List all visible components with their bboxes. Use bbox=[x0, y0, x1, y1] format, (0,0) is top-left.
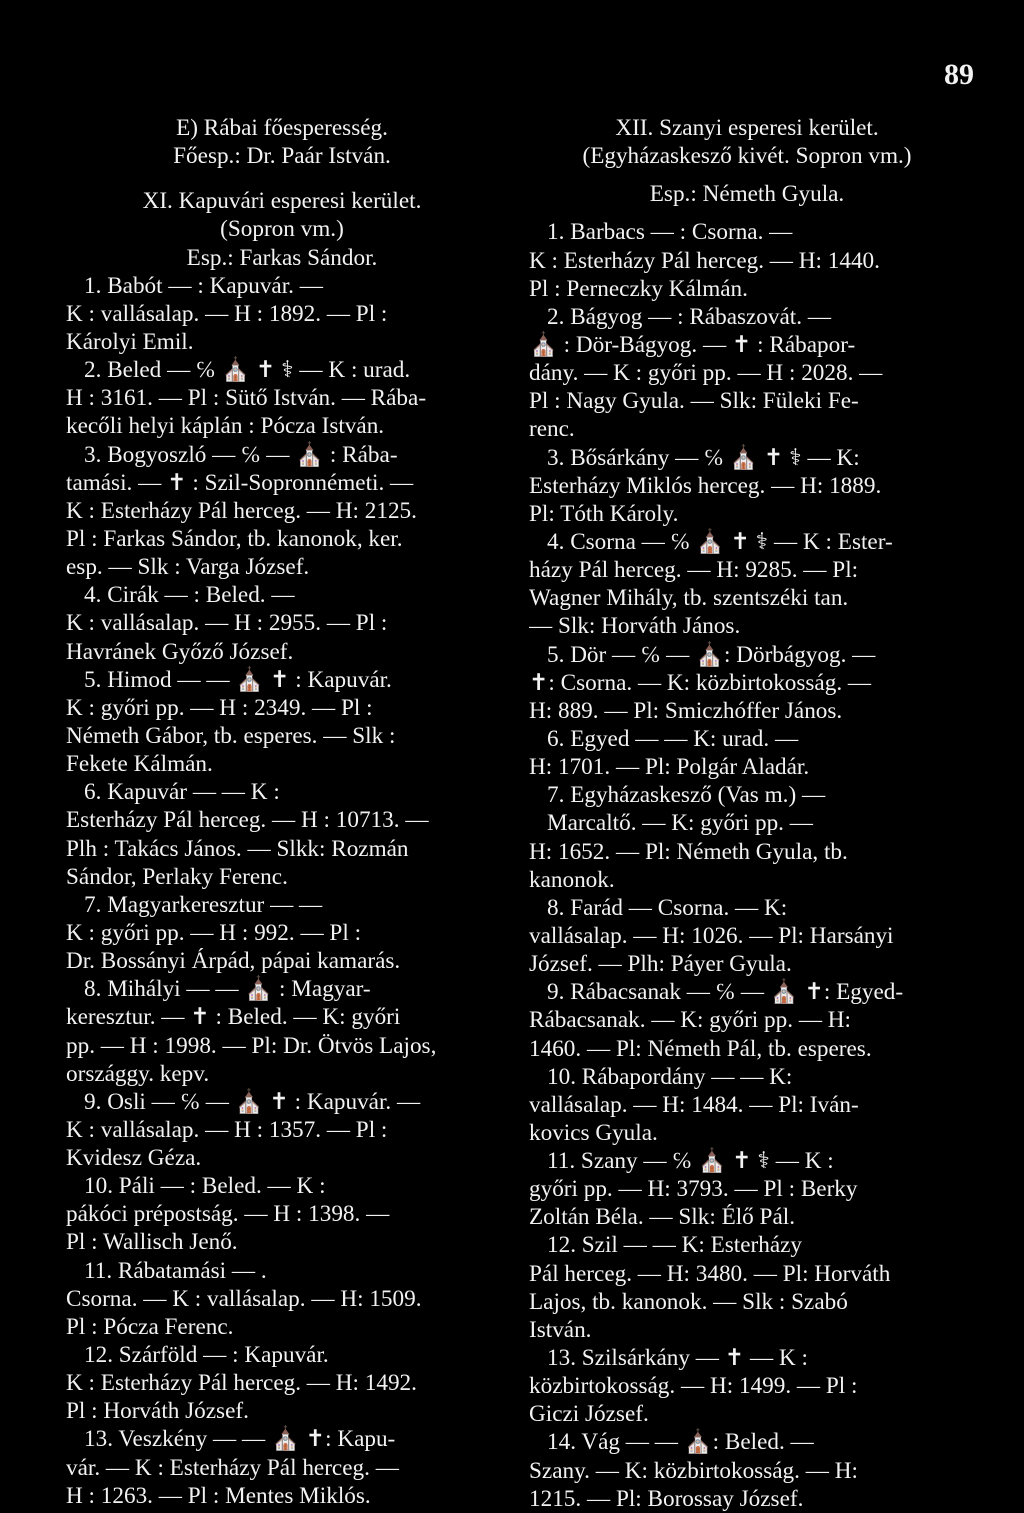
left-column-line: 10. Páli — : Beled. — K : bbox=[84, 1173, 326, 1200]
right-column-line: Giczi József. bbox=[529, 1401, 649, 1428]
left-column-line: Plh : Takács János. — Slkk: Rozmán bbox=[66, 835, 409, 862]
left-column-line: 3. Bogyoszló — ℅ — ⛪ : Rába- bbox=[84, 441, 398, 468]
right-column-line: ✝: Csorna. — K: közbirtokosság. — bbox=[529, 669, 872, 696]
left-column-line: 2. Beled — ℅ ⛪ ✝ ⚕ — K : urad. bbox=[84, 357, 411, 384]
left-column-line: 8. Mihályi — — ⛪ : Magyar- bbox=[84, 976, 371, 1003]
right-column-line: Pál herceg. — H: 3480. — Pl: Horváth bbox=[529, 1260, 891, 1287]
left-column-line: K : vallásalap. — H : 2955. — Pl : bbox=[66, 610, 388, 637]
right-column-line: (Egyházaskesző kivét. Sopron vm.) bbox=[582, 143, 912, 170]
left-column-line: H : 3161. — Pl : Sütő István. — Rába- bbox=[66, 385, 427, 412]
left-column-line: 7. Magyarkeresztur — — bbox=[84, 891, 323, 918]
right-column-line: 13. Szilsárkány — ✝ — K : bbox=[547, 1345, 808, 1372]
left-column-line: K : győri pp. — H : 2349. — Pl : bbox=[66, 694, 373, 721]
left-column-line: Fekete Kálmán. bbox=[66, 751, 213, 778]
right-column-line: H: 1652. — Pl: Németh Gyula, tb. bbox=[529, 838, 848, 865]
left-column-line: 5. Himod — — ⛪ ✝ : Kapuvár. bbox=[84, 666, 392, 693]
left-column-line: 12. Szárföld — : Kapuvár. bbox=[84, 1342, 329, 1369]
right-column-line: Zoltán Béla. — Slk: Élő Pál. bbox=[529, 1204, 795, 1231]
right-column-line: H: 1701. — Pl: Polgár Aladár. bbox=[529, 754, 810, 781]
right-column bbox=[529, 114, 965, 1513]
left-column-line: 1. Babót — : Kapuvár. — bbox=[84, 272, 323, 299]
right-column-line: Szany. — K: közbirtokosság. — H: bbox=[529, 1457, 858, 1484]
left-column-line: 6. Kapuvár — — K : bbox=[84, 779, 280, 806]
left-column-line: Pl : Wallisch Jenő. bbox=[66, 1229, 238, 1256]
left-column-line: keresztur. — ✝ : Beled. — K: győri bbox=[66, 1004, 401, 1031]
left-column-line: (Sopron vm.) bbox=[220, 216, 344, 243]
left-column-line: Esterházy Pál herceg. — H : 10713. — bbox=[66, 807, 429, 834]
right-column-line: dány. — K : győri pp. — H : 2028. — bbox=[529, 360, 883, 387]
right-column-line: 12. Szil — — K: Esterházy bbox=[547, 1232, 803, 1259]
left-column-line: Németh Gábor, tb. esperes. — Slk : bbox=[66, 722, 396, 749]
right-column-line: 11. Szany — ℅ ⛪ ✝ ⚕ — K : bbox=[547, 1148, 834, 1175]
left-column-line: K : vallásalap. — H : 1892. — Pl : bbox=[66, 300, 388, 327]
right-column-line: Pl : Perneczky Kálmán. bbox=[529, 275, 748, 302]
left-column-line: Sándor, Perlaky Ferenc. bbox=[66, 863, 288, 890]
left-column-line: 9. Osli — ℅ — ⛪ ✝ : Kapuvár. — bbox=[84, 1088, 421, 1115]
left-column-line: Pl : Pócza Ferenc. bbox=[66, 1313, 234, 1340]
right-column-line: renc. bbox=[529, 416, 575, 443]
right-column-spacer bbox=[529, 170, 965, 180]
left-column-line: pákóci prépostság. — H : 1398. — bbox=[66, 1201, 390, 1228]
right-column-line: 3. Bősárkány — ℅ ⛪ ✝ ⚕ — K: bbox=[547, 444, 860, 471]
left-column-line: XI. Kapuvári esperesi kerület. bbox=[142, 188, 422, 215]
left-column-line: 13. Veszkény — — ⛪ ✝: Kapu- bbox=[84, 1426, 396, 1453]
right-column-line: — Slk: Horváth János. bbox=[529, 613, 741, 640]
right-column-line: 1. Barbacs — : Csorna. — bbox=[547, 219, 793, 246]
right-column-line: 8. Farád — Csorna. — K: bbox=[547, 894, 788, 921]
left-column-line: E) Rábai főesperesség. bbox=[176, 115, 388, 141]
right-column-line: ⛪ : Dör-Bágyog. — ✝ : Rábapor- bbox=[529, 331, 856, 358]
page-number: 89 bbox=[944, 58, 974, 91]
right-column-line: 10. Rábapordány — — K: bbox=[547, 1063, 793, 1090]
right-column-line: XII. Szanyi esperesi kerület. bbox=[615, 115, 879, 141]
right-column-line: házy Pál herceg. — H: 9285. — Pl: bbox=[529, 557, 859, 584]
right-column-line: Marcaltő. — K: győri pp. — bbox=[547, 810, 813, 837]
left-column-line: Károlyi Emil. bbox=[66, 328, 194, 355]
right-column-line: 1215. — Pl: Borossay József. bbox=[529, 1485, 804, 1512]
right-column-line: Pl: Tóth Károly. bbox=[529, 500, 679, 527]
left-column-line: Dr. Bossányi Árpád, pápai kamarás. bbox=[66, 948, 401, 975]
left-column-line: kecőli helyi káplán : Pócza István. bbox=[66, 413, 385, 440]
right-column-line: 5. Dör — ℅ — ⛪: Dörbágyog. — bbox=[547, 641, 876, 668]
left-column-line: pp. — H : 1998. — Pl: Dr. Ötvös Lajos, bbox=[66, 1032, 437, 1059]
right-column-spacer bbox=[529, 208, 965, 218]
right-column-line: Esp.: Németh Gyula. bbox=[649, 181, 845, 208]
left-column-line: tamási. — ✝ : Szil-Sopronnémeti. — bbox=[66, 469, 414, 496]
left-column-line: Pl : Farkas Sándor, tb. kanonok, ker. bbox=[66, 525, 403, 552]
right-column-line: 4. Csorna — ℅ ⛪ ✝ ⚕ — K : Ester- bbox=[547, 528, 893, 555]
left-column-line: K : győri pp. — H : 992. — Pl : bbox=[66, 919, 362, 946]
right-column-line: 14. Vág — — ⛪: Beled. — bbox=[547, 1429, 814, 1456]
right-column-line: vallásalap. — H: 1484. — Pl: Iván- bbox=[529, 1091, 859, 1118]
right-column-line: 1460. — Pl: Németh Pál, tb. esperes. bbox=[529, 1035, 872, 1062]
right-column-line: Wagner Mihály, tb. szentszéki tan. bbox=[529, 585, 849, 612]
left-column-line: Esp.: Farkas Sándor. bbox=[186, 244, 378, 271]
right-column-line: Rábacsanak. — K: győri pp. — H: bbox=[529, 1007, 851, 1034]
left-column bbox=[66, 114, 498, 1510]
left-column-line: K : Esterházy Pál herceg. — H: 1492. bbox=[66, 1370, 417, 1397]
left-column-line: országgy. kepv. bbox=[66, 1060, 210, 1087]
left-column-line: esp. — Slk : Varga József. bbox=[66, 554, 310, 581]
right-column-line: 9. Rábacsanak — ℅ — ⛪ ✝: Egyed- bbox=[547, 979, 904, 1006]
left-column-line: 11. Rábatamási — . bbox=[84, 1257, 267, 1284]
left-column-line: H : 1263. — Pl : Mentes Miklós. bbox=[66, 1482, 371, 1509]
right-column-line: Pl : Nagy Gyula. — Slk: Füleki Fe- bbox=[529, 388, 859, 415]
left-column-line: Csorna. — K : vallásalap. — H: 1509. bbox=[66, 1285, 422, 1312]
left-column-line: Havránek Győző József. bbox=[66, 638, 294, 665]
right-column-line: József. — Plh: Páyer Gyula. bbox=[529, 951, 792, 978]
right-column-line: kanonok. bbox=[529, 866, 615, 893]
right-column-line: Lajos, tb. kanonok. — Slk : Szabó bbox=[529, 1288, 848, 1315]
right-column-line: közbirtokosság. — H: 1499. — Pl : bbox=[529, 1373, 858, 1400]
right-column-line: István. bbox=[529, 1316, 592, 1343]
right-column-line: K : Esterházy Pál herceg. — H: 1440. bbox=[529, 247, 880, 274]
left-column-line: 4. Cirák — : Beled. — bbox=[84, 582, 295, 609]
right-column-line: 2. Bágyog — : Rábaszovát. — bbox=[547, 303, 832, 330]
left-column-spacer bbox=[66, 170, 498, 187]
right-column-line: 7. Egyházaskesző (Vas m.) — bbox=[547, 782, 826, 809]
right-column-line: kovics Gyula. bbox=[529, 1119, 658, 1146]
right-column-line: Esterházy Miklós herceg. — H: 1889. bbox=[529, 472, 882, 499]
left-column-line: Főesp.: Dr. Paár István. bbox=[173, 143, 391, 170]
right-column-line: vallásalap. — H: 1026. — Pl: Harsányi bbox=[529, 922, 894, 949]
left-column-line: Kvidesz Géza. bbox=[66, 1145, 202, 1172]
left-column-line: K : vallásalap. — H : 1357. — Pl : bbox=[66, 1116, 388, 1143]
right-column-line: győri pp. — H: 3793. — Pl : Berky bbox=[529, 1176, 858, 1203]
left-column-line: K : Esterházy Pál herceg. — H: 2125. bbox=[66, 497, 417, 524]
left-column-line: Pl : Horváth József. bbox=[66, 1398, 249, 1425]
right-column-line: 6. Egyed — — K: urad. — bbox=[547, 725, 799, 752]
left-column-line: vár. — K : Esterházy Pál herceg. — bbox=[66, 1454, 399, 1481]
right-column-line: H: 889. — Pl: Smiczhóffer János. bbox=[529, 697, 843, 724]
